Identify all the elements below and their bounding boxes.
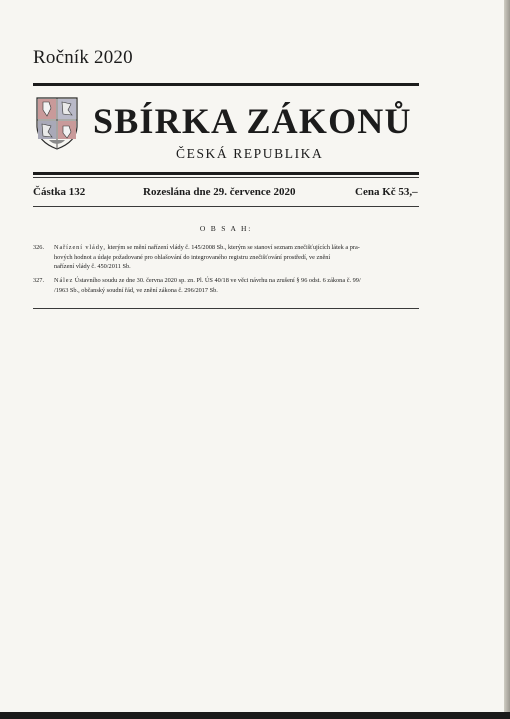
entry-line: Ústavního soudu ze dne 30. června 2020 sp. zn. Pl. ÚS 40/18 ve věci návrhu na zrušení § 96 odst. 6 zákona č. 99/ (74, 277, 361, 284)
entry-text (54, 276, 420, 295)
document-title: SBÍRKA ZÁKONŮ (93, 101, 412, 141)
meta-bottom-rule (33, 206, 419, 207)
issue-part: Částka 132 (33, 186, 86, 198)
entry-line: nařízení vlády č. 450/2011 Sb. (54, 263, 131, 271)
entry-head: Nález (54, 277, 74, 284)
header-bottom-rule-thick (33, 172, 419, 175)
page-edge-right (504, 0, 510, 719)
entry-number: 327. (33, 277, 45, 284)
contents-entry (33, 276, 421, 296)
entry-line: hových hodnot a údaje požadované pro ohlašování do integrovaného registru znečišťování prostředí, ve znění (54, 253, 331, 261)
top-rule (33, 83, 419, 86)
year-label: Ročník 2020 (33, 47, 133, 68)
issue-sent-date: Rozeslána dne 29. července 2020 (143, 186, 296, 198)
contents-heading: O B S A H: (199, 224, 253, 233)
entry-head: Nařízení vlády, (54, 244, 106, 251)
document-subtitle: ČESKÁ REPUBLIKA (176, 146, 324, 161)
entry-line: /1963 Sb., občanský soudní řád, ve znění zákona č. 296/2017 Sb. (54, 286, 218, 294)
entry-number: 326. (33, 244, 45, 251)
page-edge-bottom (0, 712, 510, 719)
contents-entry (33, 243, 421, 273)
entry-text (54, 243, 420, 272)
contents-bottom-rule (33, 308, 419, 309)
entry-line: kterým se mění nařízení vlády č. 145/2008 Sb., kterým se stanoví seznam znečišťujících látek a pra- (107, 244, 360, 251)
state-coat-of-arms-icon (35, 96, 79, 150)
header-bottom-rule-thin (33, 177, 419, 178)
issue-price: Cena Kč 53,– (355, 186, 418, 198)
